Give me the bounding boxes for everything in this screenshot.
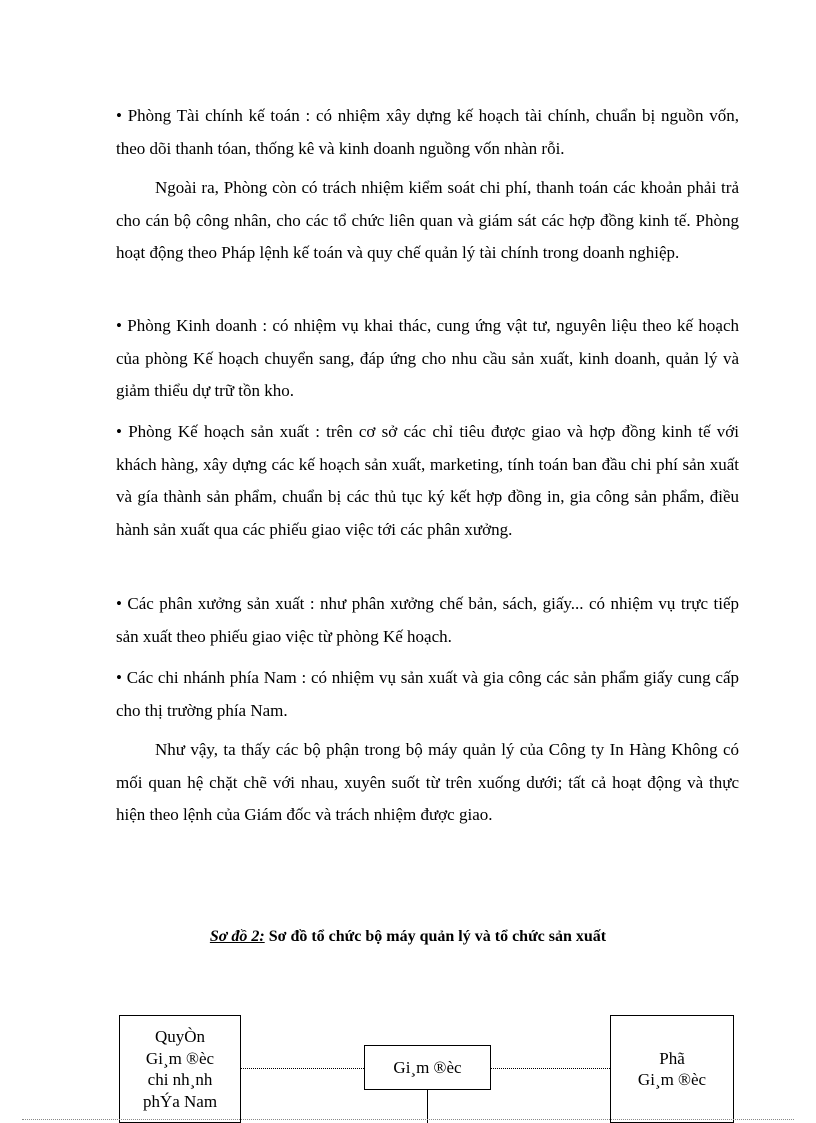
box-line: Phã: [659, 1048, 685, 1068]
box-deputy-director: [610, 1015, 734, 1123]
paragraph-conclusion: Như vậy, ta thấy các bộ phận trong bộ máy quản lý của Công ty In Hàng Không có mối quan hệ chặt chẽ với nhau, xuyên suốt từ trên xuống dưới; tất cả hoạt động và thực hiện theo lệnh của Giám đốc và trách nhiệm được giao.: [116, 740, 739, 824]
box-line: Gi¸m ®èc: [393, 1057, 462, 1077]
box-southern-branch-director: [119, 1015, 241, 1123]
paragraph-finance-extra: Ngoài ra, Phòng còn có trách nhiệm kiểm soát chi phí, thanh toán các khoản phải trả cho cán bộ công nhân, cho các tổ chức liên quan và giám sát các hợp đồng kinh tế. Phòng hoạt động theo Pháp lệnh kế toán và quy chế quản lý tài chính trong doanh nghiệp.: [116, 178, 739, 262]
connector-right: [491, 1068, 610, 1069]
box-line: phÝa Nam: [142, 1091, 218, 1111]
box-line: QuyÒn: [154, 1027, 206, 1046]
paragraph-workshops: • Các phân xưởng sản xuất : như phân xưởng chế bản, sách, giấy... có nhiệm vụ trực tiếp sản xuất theo phiếu giao việc từ phòng Kế hoạch.: [116, 594, 739, 646]
box-line: chi nh¸nh: [147, 1070, 213, 1089]
box-line: Gi¸m ®èc: [145, 1048, 215, 1068]
box-line: Gi¸m ®èc: [637, 1070, 707, 1089]
diagram-caption-text: Sơ đồ tổ chức bộ máy quản lý và tổ chức sản xuất: [264, 928, 607, 945]
paragraph-business-dept: • Phòng Kinh doanh : có nhiệm vụ khai thác, cung ứng vật tư, nguyên liệu theo kế hoạch của phòng Kế hoạch chuyển sang, đáp ứng cho nhu cầu sản xuất, kinh doanh, quản lý và giảm thiểu dự trữ tồn kho.: [116, 316, 739, 400]
paragraph-southern-branches: • Các chi nhánh phía Nam : có nhiệm vụ sản xuất và gia công các sản phẩm giấy cung cấp cho thị trường phía Nam.: [116, 668, 739, 720]
page-bottom-rule: [22, 1119, 794, 1120]
connector-left: [241, 1068, 364, 1069]
paragraph-planning-dept: • Phòng Kế hoạch sản xuất : trên cơ sở các chỉ tiêu được giao và hợp đồng kinh tế với khách hàng, xây dựng các kế hoạch sản xuất, marketing, tính toán ban đầu chi phí sản xuất và gía thành sản phẩm, chuẩn bị các thủ tục ký kết hợp đồng in, gia công sản phẩm, điều hành sản xuất qua các phiếu giao việc tới các phân xưởng.: [116, 422, 739, 539]
paragraph-finance-dept: • Phòng Tài chính kế toán : có nhiệm xây dựng kế hoạch tài chính, chuẩn bị nguồn vốn, theo dõi thanh tóan, thống kê và kinh doanh nguồng vốn nhàn rỗi.: [116, 106, 739, 158]
box-director: [364, 1045, 491, 1090]
diagram-caption: [0, 925, 816, 949]
diagram-caption-label: Sơ đồ 2:: [209, 928, 265, 945]
